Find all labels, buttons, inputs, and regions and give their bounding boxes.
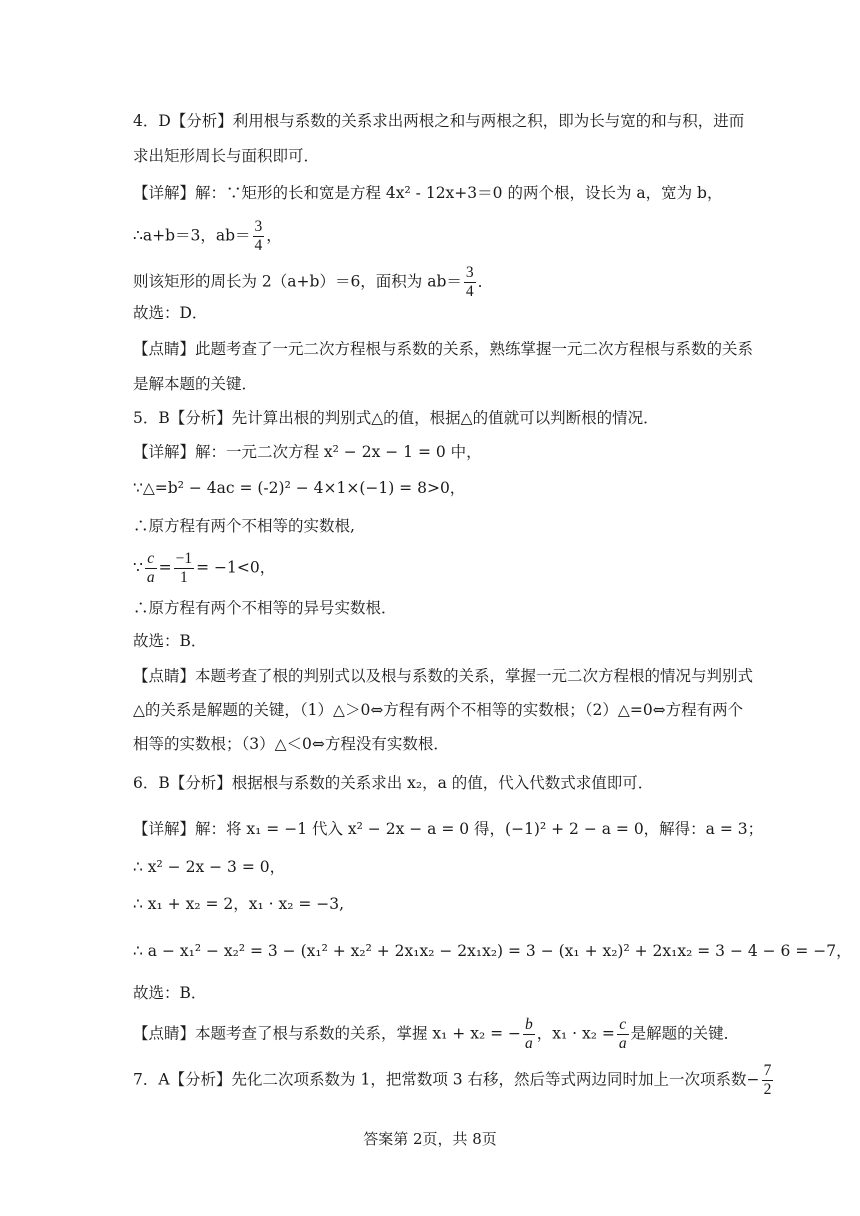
line-q4-analysis: 4．D【分析】利用根与系数的关系求出两根之和与两根之积，即为长与宽的和与积，进而 xyxy=(133,112,745,130)
line-q5-ratio xyxy=(133,550,275,587)
fraction-denominator: a xyxy=(146,569,155,586)
text-segment: ，x₁ · x₂ = xyxy=(536,1024,615,1043)
line-q4-perimeter-area xyxy=(133,264,493,301)
line-q6-analysis: 6．B【分析】根据根与系数的关系求出 x₂，a 的值，代入代数式求值即可． xyxy=(133,774,654,792)
line-q5-comment-cont2: 相等的实数根；（3）△＜0⇔方程没有实数根． xyxy=(133,735,449,753)
fraction-denominator: a xyxy=(618,1035,627,1052)
line-q6-evaluation: ∴ a − x₁² − x₂² = 3 − (x₁² + x₂² + 2x₁x₂ − 2x₁x₂) = 3 − (x₁ + x₂)² + 2x₁x₂ = 3 − 4 − 6 = −7， xyxy=(133,942,852,960)
fraction-denominator: 4 xyxy=(465,283,474,300)
page-footer: 答案第 2页，共 8页 xyxy=(363,1130,497,1148)
line-q6-choice: 故选：B． xyxy=(133,984,207,1002)
text-segment: ， xyxy=(266,226,282,245)
text-segment: ． xyxy=(477,272,494,291)
line-q4-choice: 故选：D． xyxy=(133,304,208,322)
line-q4-sum-product xyxy=(133,218,282,255)
fraction xyxy=(145,550,157,587)
line-q5-discriminant: ∵△=b² − 4ac = (-2)² − 4×1×(−1) = 8>0， xyxy=(133,479,466,497)
fraction xyxy=(523,1016,535,1053)
text-segment: = −1<0， xyxy=(196,558,276,577)
line-q5-comment: 【点睛】本题考查了根的判别式以及根与系数的关系，掌握一元二次方程根的情况与判别式 xyxy=(133,667,754,685)
text-segment: 是解题的关键． xyxy=(630,1024,740,1043)
text-segment: 7．A【分析】先化二次项系数为 1，把常数项 3 右移，然后等式两边同时加上一次项系数− xyxy=(133,1070,760,1089)
line-q4-comment: 【点睛】此题考查了一元二次方程根与系数的关系，熟练掌握一元二次方程根与系数的关系 xyxy=(133,340,754,358)
line-q5-comment-cont: △的关系是解题的关键，（1）△＞0⇔方程有两个不相等的实数根；（2）△=0⇔方程有两个 xyxy=(133,701,744,719)
fraction-numerator: c xyxy=(145,550,157,569)
text-segment: ∴a+b＝3，ab＝ xyxy=(133,226,251,245)
line-q5-analysis: 5．B【分析】先计算出根的判别式△的值，根据△的值就可以判断根的情况． xyxy=(133,409,659,427)
fraction xyxy=(464,264,476,301)
fraction xyxy=(253,218,265,255)
line-q4-analysis-cont: 求出矩形周长与面积即可． xyxy=(133,147,320,165)
fraction-numerator: c xyxy=(617,1016,629,1035)
fraction-numerator: −1 xyxy=(175,550,193,567)
fraction-denominator: 2 xyxy=(763,1081,772,1098)
fraction-numerator: b xyxy=(525,1016,533,1033)
line-q6-comment xyxy=(133,1016,739,1053)
line-q7-analysis xyxy=(133,1062,775,1099)
text-segment: = xyxy=(158,558,172,577)
fraction xyxy=(174,550,195,587)
line-q4-comment-cont: 是解本题的关键． xyxy=(133,375,258,393)
line-q6-sum-product: ∴ x₁ + x₂ = 2，x₁ · x₂ = −3, xyxy=(133,895,345,913)
line-q6-equation: ∴ x² − 2x − 3 = 0， xyxy=(133,858,286,876)
fraction-denominator: 4 xyxy=(254,237,263,254)
fraction-denominator: 1 xyxy=(180,569,188,586)
fraction-denominator: a xyxy=(525,1035,533,1052)
text-segment: ∵ xyxy=(133,558,143,577)
fraction xyxy=(617,1016,629,1053)
fraction-numerator: 7 xyxy=(763,1062,772,1079)
text-segment: 【点睛】本题考查了根与系数的关系，掌握 x₁ + x₂ = − xyxy=(133,1024,522,1043)
fraction-numerator: 3 xyxy=(465,264,474,281)
fraction-numerator: 3 xyxy=(254,218,263,235)
text-segment: 则该矩形的周长为 2（a+b）＝6，面积为 ab＝ xyxy=(133,272,462,291)
fraction xyxy=(762,1062,774,1099)
line-q5-detail: 【详解】解：一元二次方程 x² − 2x − 1 = 0 中， xyxy=(133,443,482,461)
line-q5-opposite-signs: ∴原方程有两个不相等的异号实数根． xyxy=(133,599,397,617)
line-q5-choice: 故选：B． xyxy=(133,632,207,650)
line-q5-two-roots: ∴原方程有两个不相等的实数根, xyxy=(133,517,355,535)
line-q6-detail: 【详解】解：将 x₁ = −1 代入 x² − 2x − a = 0 得，(−1)² + 2 − a = 0，解得：a = 3； xyxy=(133,820,764,838)
line-q4-detail: 【详解】解：∵矩形的长和宽是方程 4x² - 12x+3＝0 的两个根，设长为 a，宽为 b， xyxy=(133,184,723,202)
